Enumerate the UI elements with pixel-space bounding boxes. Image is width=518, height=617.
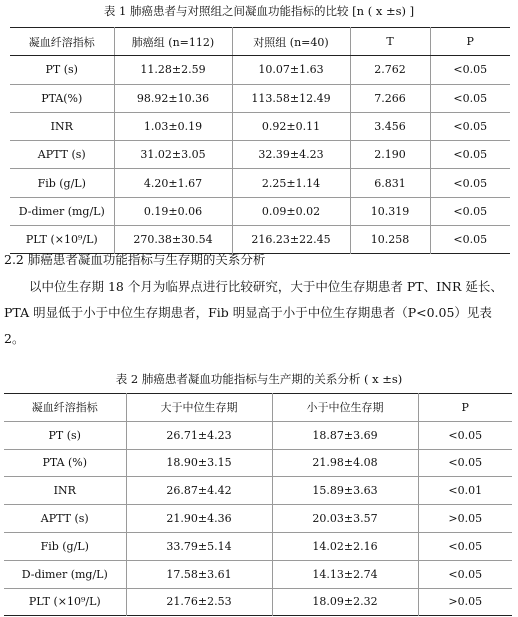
table-cell: 17.58±3.61 [126,560,272,588]
header-cell: 小于中位生存期 [272,394,418,422]
row-label-cell: PT (s) [10,56,114,84]
table-row [4,532,512,560]
table-cell: 15.89±3.63 [272,477,418,505]
header-cell: 对照组 (n=40) [232,28,350,56]
table-cell: 0.92±0.11 [232,112,350,140]
table-cell: 11.28±2.59 [114,56,232,84]
table-row [4,477,512,505]
table-cell: <0.01 [418,477,512,505]
table-row [4,505,512,533]
table-row [10,141,510,169]
table-cell: 7.266 [350,84,430,112]
table-cell: 113.58±12.49 [232,84,350,112]
table-cell: 98.92±10.36 [114,84,232,112]
table-cell: <0.05 [430,226,510,254]
row-label-cell: D-dimer (mg/L) [10,197,114,225]
row-label-cell: INR [4,477,126,505]
table-row [10,112,510,140]
table-cell: 0.19±0.06 [114,197,232,225]
table-cell: <0.05 [418,449,512,477]
table-cell: 216.23±22.45 [232,226,350,254]
table-row [4,421,512,449]
header-cell: 大于中位生存期 [126,394,272,422]
header-cell: P [418,394,512,422]
table-row [4,449,512,477]
table-cell: <0.05 [430,141,510,169]
table-cell: 21.90±4.36 [126,505,272,533]
row-label-cell: PLT (×10⁹/L) [4,588,126,616]
header-cell: T [350,28,430,56]
comparison-table [10,27,510,254]
table-cell: 10.07±1.63 [232,56,350,84]
table-cell: 14.13±2.74 [272,560,418,588]
table-cell: <0.05 [430,169,510,197]
table-cell: 21.76±2.53 [126,588,272,616]
table-cell: 3.456 [350,112,430,140]
row-label-cell: PTA (%) [4,449,126,477]
header-cell: 凝血纤溶指标 [10,28,114,56]
table2-caption: 表 2 肺癌患者凝血功能指标与生产期的关系分析 ( x ±s) [115,372,403,386]
table-cell: 4.20±1.67 [114,169,232,197]
row-label-cell: APTT (s) [10,141,114,169]
table-cell: >0.05 [418,588,512,616]
table-cell: 18.87±3.69 [272,421,418,449]
table-cell: 32.39±4.23 [232,141,350,169]
table-cell: 10.319 [350,197,430,225]
table-cell: 2.25±1.14 [232,169,350,197]
table-header-row [10,28,510,56]
table-cell: 2.762 [350,56,430,84]
table-cell: 270.38±30.54 [114,226,232,254]
table-row [4,560,512,588]
table-cell: 31.02±3.05 [114,141,232,169]
table-cell: <0.05 [418,421,512,449]
table-row [4,588,512,616]
table-cell: 2.190 [350,141,430,169]
row-label-cell: PLT (×10⁹/L) [10,226,114,254]
table-cell: 1.03±0.19 [114,112,232,140]
row-label-cell: APTT (s) [4,505,126,533]
row-label-cell: Fib (g/L) [10,169,114,197]
section-heading: 2.2 肺癌患者凝血功能指标与生存期的关系分析 [4,252,266,267]
row-label-cell: D-dimer (mg/L) [4,560,126,588]
table1-caption: 表 1 肺癌患者与对照组之间凝血功能指标的比较 [n ( x ±s) ] [103,4,415,18]
table-row [10,84,510,112]
table-row [10,169,510,197]
survival-table [4,393,512,616]
table-row [10,197,510,225]
header-cell: 凝血纤溶指标 [31,401,98,415]
table-cell: 26.71±4.23 [126,421,272,449]
header-cell: 肺癌组 (n=112) [114,28,232,56]
table-cell: 0.09±0.02 [232,197,350,225]
table-cell: 14.02±2.16 [272,532,418,560]
row-label-cell: Fib (g/L) [4,532,126,560]
body-paragraph: 以中位生存期 18 个月为临界点进行比较研究，大于中位生存期患者 PT、INR 延长、PTA 明显低于小于中位生存期患者，Fib 明显高于小于中位生存期患者（P<0.05）见表 2。 [4,279,503,346]
table-cell: <0.05 [430,84,510,112]
table-cell: >0.05 [418,505,512,533]
header-cell: P [430,28,510,56]
table-cell: <0.05 [418,532,512,560]
table-cell: 21.98±4.08 [272,449,418,477]
row-label-cell: INR [10,112,114,140]
table-cell: 20.03±3.57 [272,505,418,533]
table-row [10,56,510,84]
row-label-cell: PTA(%) [10,84,114,112]
table-cell: 10.258 [350,226,430,254]
table-cell: 6.831 [350,169,430,197]
table-cell: 18.90±3.15 [126,449,272,477]
row-label-cell: PT (s) [4,421,126,449]
table-cell: 33.79±5.14 [126,532,272,560]
table-cell: <0.05 [418,560,512,588]
table-cell: <0.05 [430,197,510,225]
table-cell: <0.05 [430,56,510,84]
table-cell: <0.05 [430,112,510,140]
table-cell: 26.87±4.42 [126,477,272,505]
table-header-row [4,394,512,422]
table-cell: 18.09±2.32 [272,588,418,616]
